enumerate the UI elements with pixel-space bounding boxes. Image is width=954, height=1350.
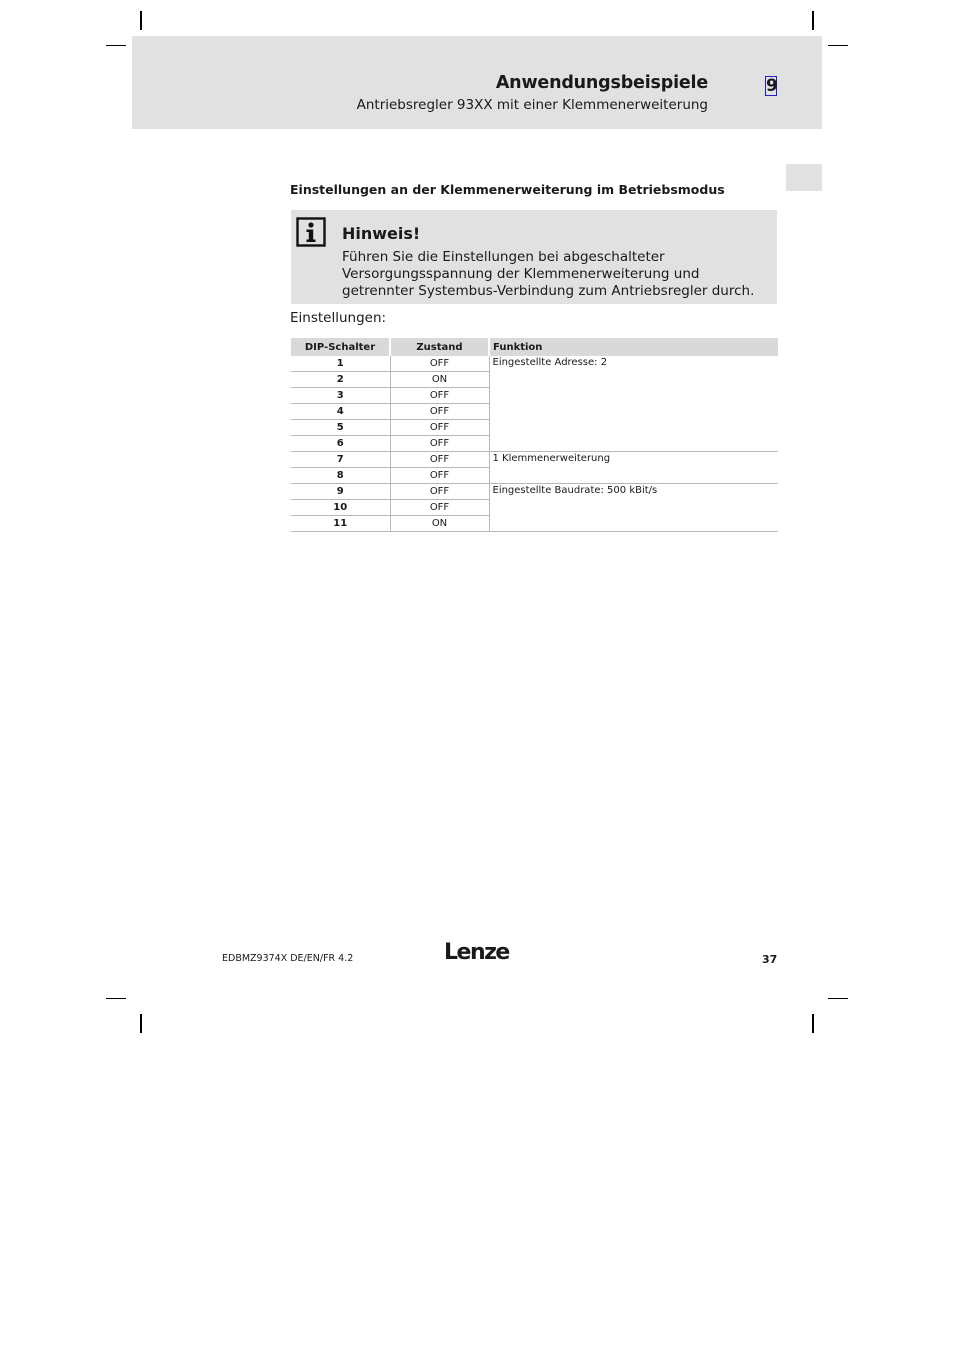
dip-switch-number: 3 xyxy=(291,388,390,404)
settings-label: Einstellungen: xyxy=(290,310,387,326)
chapter-number-link[interactable]: 9 xyxy=(766,76,778,96)
chapter-title: Anwendungsbeispiele xyxy=(495,73,708,93)
dip-switch-number: 9 xyxy=(291,484,390,500)
dip-switch-state: OFF xyxy=(390,420,489,436)
dip-switch-state: ON xyxy=(390,372,489,388)
crop-mark xyxy=(140,11,142,30)
info-icon xyxy=(296,217,326,247)
column-header-state: Zustand xyxy=(390,338,489,356)
dip-switch-number: 11 xyxy=(291,516,390,532)
crop-mark xyxy=(812,11,814,30)
footer-document-id: EDBMZ9374X DE/EN/FR 4.2 xyxy=(222,953,354,964)
table-row xyxy=(291,452,778,468)
crop-mark xyxy=(106,998,126,999)
crop-mark xyxy=(140,1014,142,1033)
dip-switch-state: OFF xyxy=(390,500,489,516)
note-title: Hinweis! xyxy=(342,224,421,243)
crop-mark xyxy=(828,998,848,999)
side-tab-marker xyxy=(786,164,822,191)
table-row xyxy=(291,356,778,372)
dip-switch-number: 6 xyxy=(291,436,390,452)
dip-switch-table xyxy=(291,338,778,532)
page-number: 37 xyxy=(762,953,778,966)
dip-switch-state: ON xyxy=(390,516,489,532)
dip-switch-number: 8 xyxy=(291,468,390,484)
dip-switch-number: 7 xyxy=(291,452,390,468)
dip-switch-number: 2 xyxy=(291,372,390,388)
header-band xyxy=(132,36,822,129)
lenze-logo: Lenze xyxy=(444,940,509,965)
dip-switch-number: 10 xyxy=(291,500,390,516)
dip-switch-number: 5 xyxy=(291,420,390,436)
crop-mark xyxy=(812,1014,814,1033)
table-header-row xyxy=(291,338,778,356)
dip-switch-state: OFF xyxy=(390,356,489,372)
dip-switch-state: OFF xyxy=(390,484,489,500)
function-cell: 1 Klemmenerweiterung xyxy=(489,452,778,484)
function-cell: Eingestellte Adresse: 2 xyxy=(489,356,778,452)
note-text: Führen Sie die Einstellungen bei abgeschalteter Versorgungsspannung der Klemmenerweiterung und getrennter Systembus-Verbindung zum Antriebsregler durch. xyxy=(342,249,755,300)
chapter-subtitle: Antriebsregler 93XX mit einer Klemmenerweiterung xyxy=(356,97,708,113)
crop-mark xyxy=(106,45,126,46)
dip-switch-state: OFF xyxy=(390,388,489,404)
table-row xyxy=(291,484,778,500)
crop-mark xyxy=(828,45,848,46)
dip-switch-state: OFF xyxy=(390,404,489,420)
column-header-function: Funktion xyxy=(489,338,778,356)
dip-switch-number: 1 xyxy=(291,356,390,372)
dip-switch-state: OFF xyxy=(390,468,489,484)
dip-switch-state: OFF xyxy=(390,452,489,468)
section-heading: Einstellungen an der Klemmenerweiterung im Betriebsmodus xyxy=(290,182,725,197)
column-header-dip-switch: DIP-Schalter xyxy=(291,338,390,356)
function-cell: Eingestellte Baudrate: 500 kBit/s xyxy=(489,484,778,532)
dip-switch-state: OFF xyxy=(390,436,489,452)
dip-switch-number: 4 xyxy=(291,404,390,420)
